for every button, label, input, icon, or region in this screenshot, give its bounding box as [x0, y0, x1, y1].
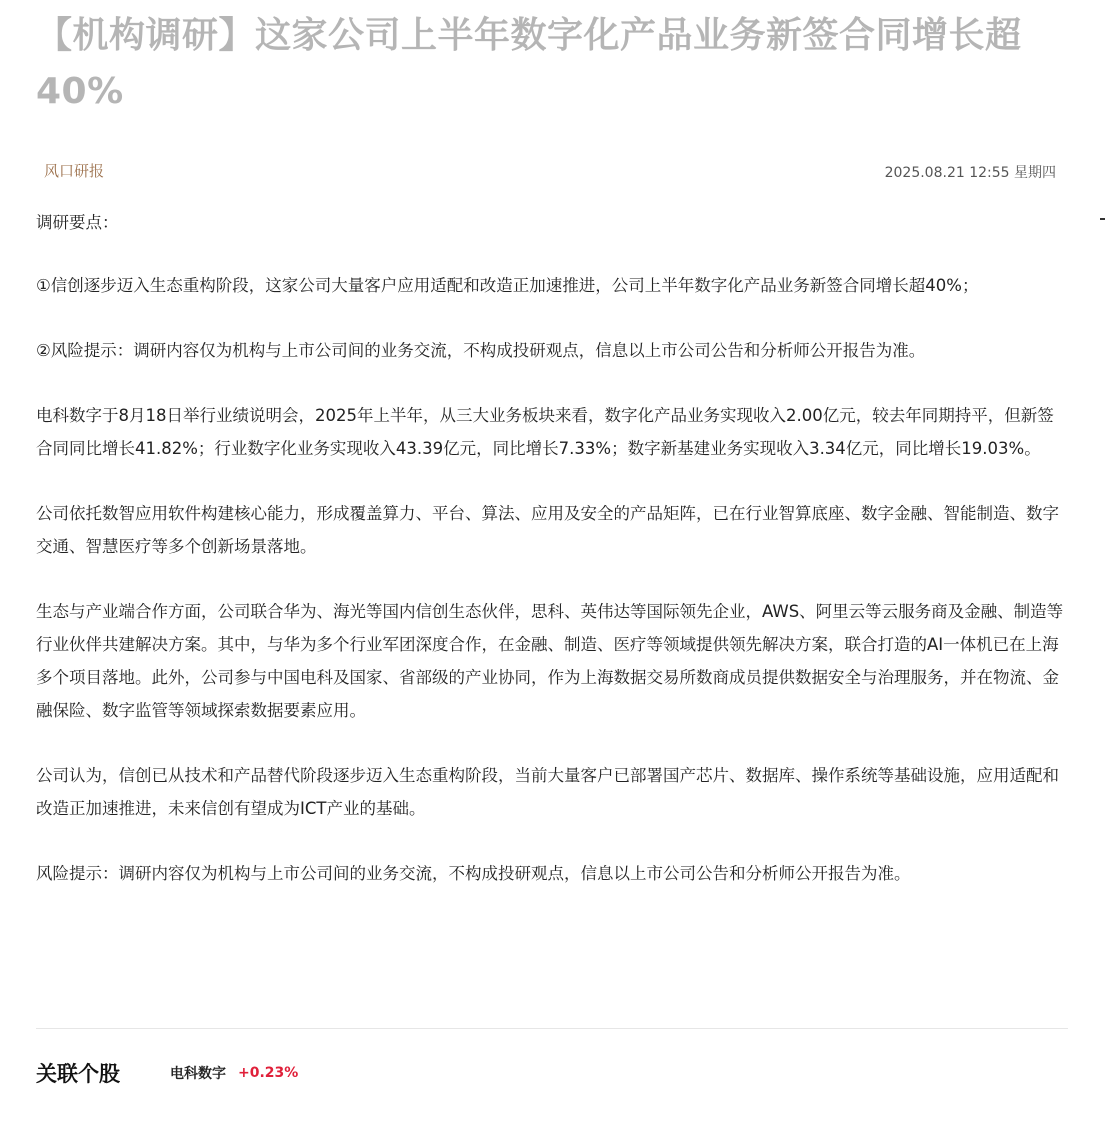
related-stocks-title: 关联个股: [36, 1062, 120, 1086]
paragraph-key-point-2: ②风险提示：调研内容仅为机构与上市公司间的业务交流，不构成投研观点，信息以上市公司公告和分析师公开报告为准。: [36, 341, 926, 360]
edge-mark: [1100, 218, 1105, 220]
paragraph-earnings: 电科数字于8月18日举行业绩说明会，2025年上半年，从三大业务板块来看，数字化产品业务实现收入2.00亿元，较去年同期持平，但新签合同同比增长41.82%；行业数字化业务实现收入43.39亿元，同比增长7.33%；数字新基建业务实现收入3.34亿元，同比增长19.03%。: [36, 406, 1054, 458]
paragraph-key-points-heading: 调研要点：: [36, 213, 119, 232]
article-container: [36, 0, 1070, 922]
article-body: [36, 206, 1070, 890]
paragraph-risk-notice: 风险提示：调研内容仅为机构与上市公司间的业务交流，不构成投研观点，信息以上市公司公告和分析师公开报告为准。: [36, 864, 911, 883]
paragraph-ecosystem: 生态与产业端合作方面，公司联合华为、海光等国内信创生态伙伴，思科、英伟达等国际领先企业，AWS、阿里云等云服务商及金融、制造等行业伙伴共建解决方案。其中，与华为多个行业军团深度合作，在金融、制造、医疗等领域提供领先解决方案，联合打造的AI一体机已在上海多个项目落地。此外，公司参与中国电科及国家、省部级的产业协同，作为上海数据交易所数商成员提供数据安全与治理服务，并在物流、金融保险、数字监管等领域探索数据要素应用。: [36, 602, 1064, 720]
paragraph-capabilities: 公司依托数智应用软件构建核心能力，形成覆盖算力、平台、算法、应用及安全的产品矩阵，已在行业智算底座、数字金融、智能制造、数字交通、智慧医疗等多个创新场景落地。: [36, 504, 1059, 556]
article-meta: [36, 160, 1070, 184]
stock-name[interactable]: 电科数字: [170, 1066, 226, 1082]
related-stocks: [36, 1056, 298, 1090]
section-divider: [36, 1028, 1068, 1029]
stock-change: +0.23%: [238, 1065, 299, 1081]
publish-datetime: 2025.08.21 12:55 星期四: [884, 165, 1056, 181]
paragraph-key-point-1: ①信创逐步迈入生态重构阶段，这家公司大量客户应用适配和改造正加速推进，公司上半年数字化产品业务新签合同增长超40%；: [36, 276, 979, 295]
source-link[interactable]: 风口研报: [44, 162, 105, 180]
paragraph-outlook: 公司认为，信创已从技术和产品替代阶段逐步迈入生态重构阶段，当前大量客户已部署国产芯片、数据库、操作系统等基础设施，应用适配和改造正加速推进，未来信创有望成为ICT产业的基础。: [36, 766, 1059, 818]
article-title: 【机构调研】这家公司上半年数字化产品业务新签合同增长超40%: [36, 15, 1022, 112]
